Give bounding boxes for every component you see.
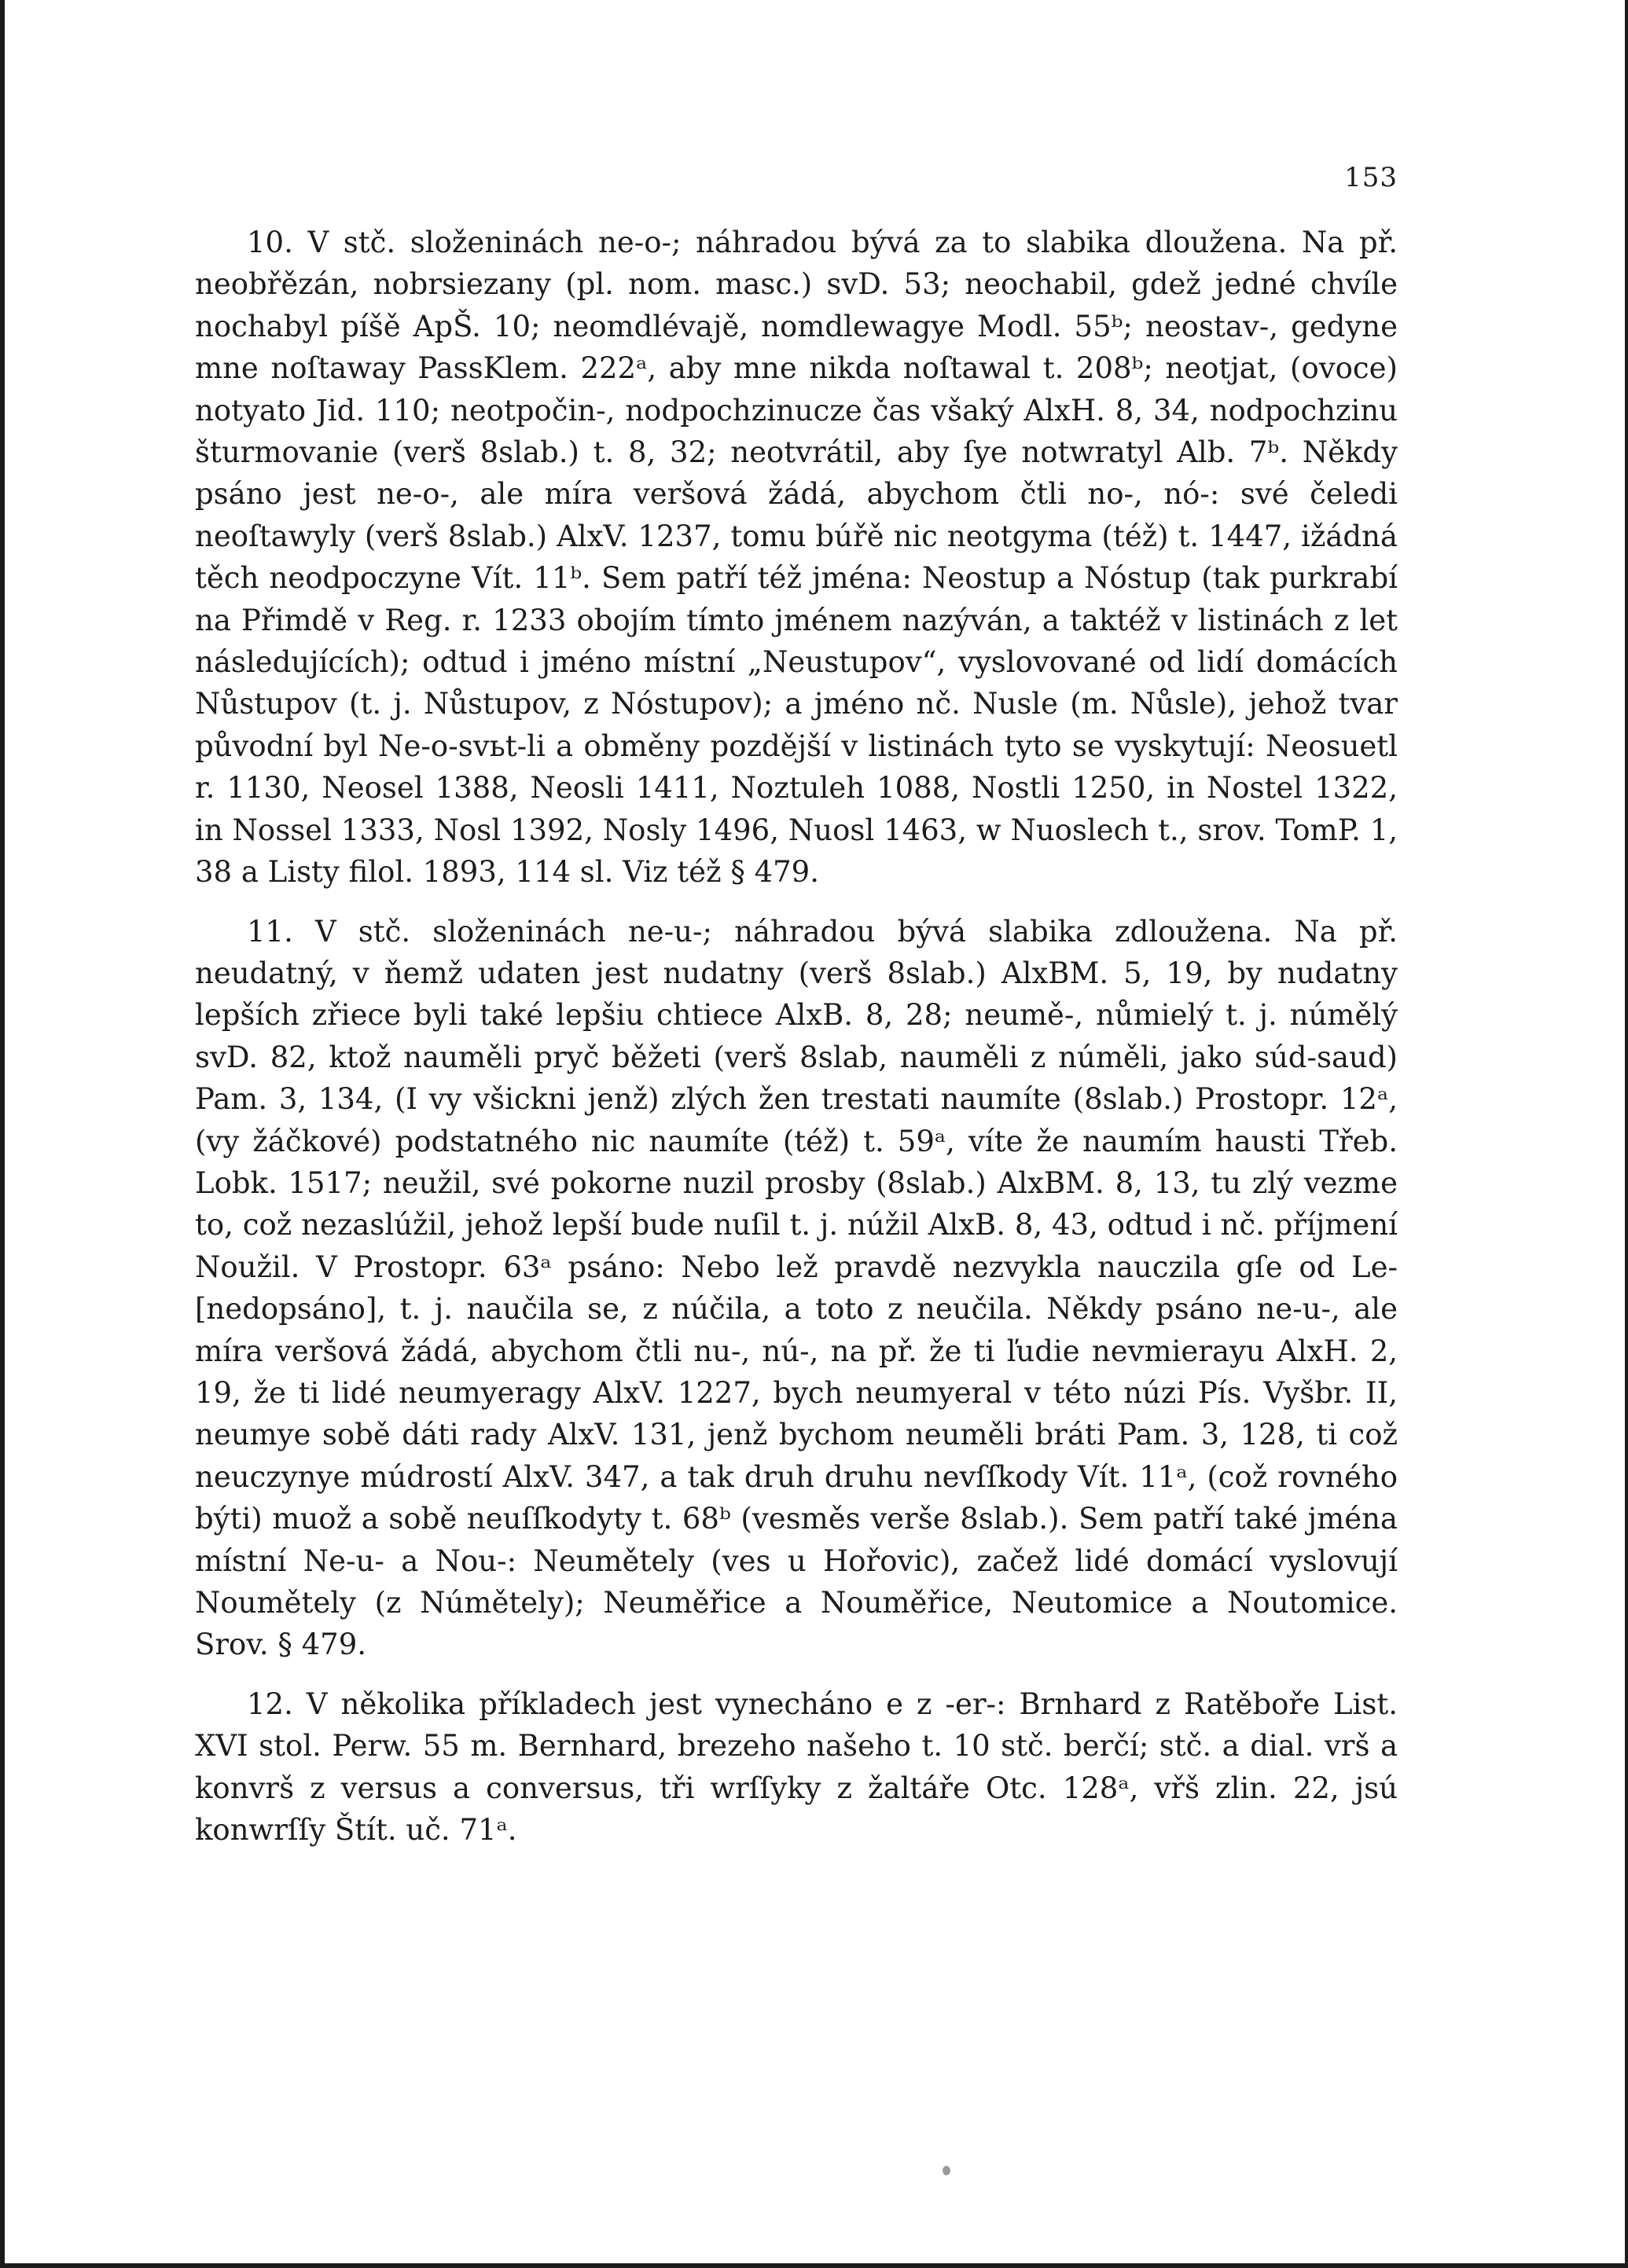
scan-edge-right bbox=[1625, 0, 1628, 2268]
paragraph-10: 10. V stč. složeninách ne-o-; náhradou bývá za to slabika dloužena. Na př. neobřězán, nobrsiezany (pl. nom. masc.) svD. 53; neochabil, gdež jedné chvíle nochabyl píšě ApŠ. 10; neomdlévajě, nomdlewagye Modl. 55ᵇ; neostav-, gedyne mne noſtaway PassKlem. 222ᵃ, aby mne nikda noſtawal t. 208ᵇ; neotjat, (ovoce) notyato Jid. 110; neotpočin-, nodpochzinucze čas všaký AlxH. 8, 34, nodpochzinu šturmovanie (verš 8slab.) t. 8, 32; neotvrátil, aby ſye notwratyl Alb. 7ᵇ. Někdy psáno jest ne-o-, ale míra veršová žádá, abychom čtli no-, nó-: své čeledi neoſtawyly (verš 8slab.) AlxV. 1237, tomu búřě nic neotgyma (též) t. 1447, ižádná těch neodpoczyne Vít. 11ᵇ. Sem patří též jména: Neostup a Nóstup (tak purkrabí na Přimdě v Reg. r. 1233 obojím tímto jménem nazýván, a taktéž v listinách z let následujících); odtud i jméno místní „Neustupov“, vyslovované od lidí domácích Nůstupov (t. j. Nůstupov, z Nóstupov); a jméno nč. Nusle (m. Nůsle), jehož tvar původní byl Ne-o-svьt-li a obměny pozdější v listinách tyto se vyskytují: Neosuetl r. 1130, Neosel 1388, Neosli 1411, Noztuleh 1088, Nostli 1250, in Nostel 1322, in Nossel 1333, Nosl 1392, Nosly 1496, Nuosl 1463, w Nuoslech t., srov. TomP. 1, 38 a Listy filol. 1893, 114 sl. Viz též § 479. bbox=[195, 226, 1398, 890]
scan-edge-bottom bbox=[0, 2263, 1628, 2268]
page-body bbox=[195, 162, 1398, 1868]
page-number: 153 bbox=[1344, 162, 1398, 193]
dust-speck bbox=[943, 2166, 950, 2175]
paragraph-12: 12. V několika příkladech jest vynecháno e z -er-: Brnhard z Ratěboře List. XVI stol. Perw. 55 m. Bernhard, brezeho našeho t. 10 stč. berčí; stč. a dial. vrš a konvrš z versus a conversus, tři wrſſyky z žaltáře Otc. 128ᵃ, vřš zlin. 22, jsú konwrſſy Štít. uč. 71ᵃ. bbox=[195, 1686, 1398, 1848]
paragraph-11: 11. V stč. složeninách ne-u-; náhradou bývá slabika zdloužena. Na př. neudatný, v ňemž udaten jest nudatny (verš 8slab.) AlxBM. 5, 19, by nudatny lepších zřiece byli také lepšiu chtiece AlxB. 8, 28; neumě-, nůmielý t. j. númělý svD. 82, ktož nauměli pryč běžeti (verš 8slab, nauměli z núměli, jako súd-saud) Pam. 3, 134, (I vy všickni jenž) zlých žen trestati naumíte (8slab.) Prostopr. 12ᵃ, (vy žáčkové) podstatného nic naumíte (též) t. 59ᵃ, víte že naumím hausti Třeb. Lobk. 1517; neužil, své pokorne nuzil prosby (8slab.) AlxBM. 8, 13, tu zlý vezme to, což nezaslúžil, jehož lepší bude nuſil t. j. núžil AlxB. 8, 43, odtud i nč. příjmení Noužil. V Prostopr. 63ᵃ psáno: Nebo lež pravdě nezvykla nauczila gſe od Le- [nedopsáno], t. j. naučila se, z núčila, a toto z neučila. Někdy psáno ne-u-, ale míra veršová žádá, abychom čtli nu-, nú-, na př. že ti ľudie nevmierayu AlxH. 2, 19, že ti lidé neumyeragy AlxV. 1227, bych neumyeral v této núzi Pís. Vyšbr. II, neumye sobě dáti rady AlxV. 131, jenž bychom neuměli bráti Pam. 3, 128, ti což neuczynye múdrostí AlxV. 347, a tak druh druhu nevſſkody Vít. 11ᵃ, (což rovného býti) muož a sobě neuſſkodyty t. 68ᵇ (vesměs verše 8slab.). Sem patří také jména místní Ne-u- a Nou-: Neumětely (ves u Hořovic), začež lidé domácí vyslovují Noumětely (z Númětely); Neuměřice a Nouměřice, Neutomice a Noutomice. Srov. § 479. bbox=[195, 914, 1398, 1662]
scan-edge-left bbox=[0, 0, 5, 2268]
